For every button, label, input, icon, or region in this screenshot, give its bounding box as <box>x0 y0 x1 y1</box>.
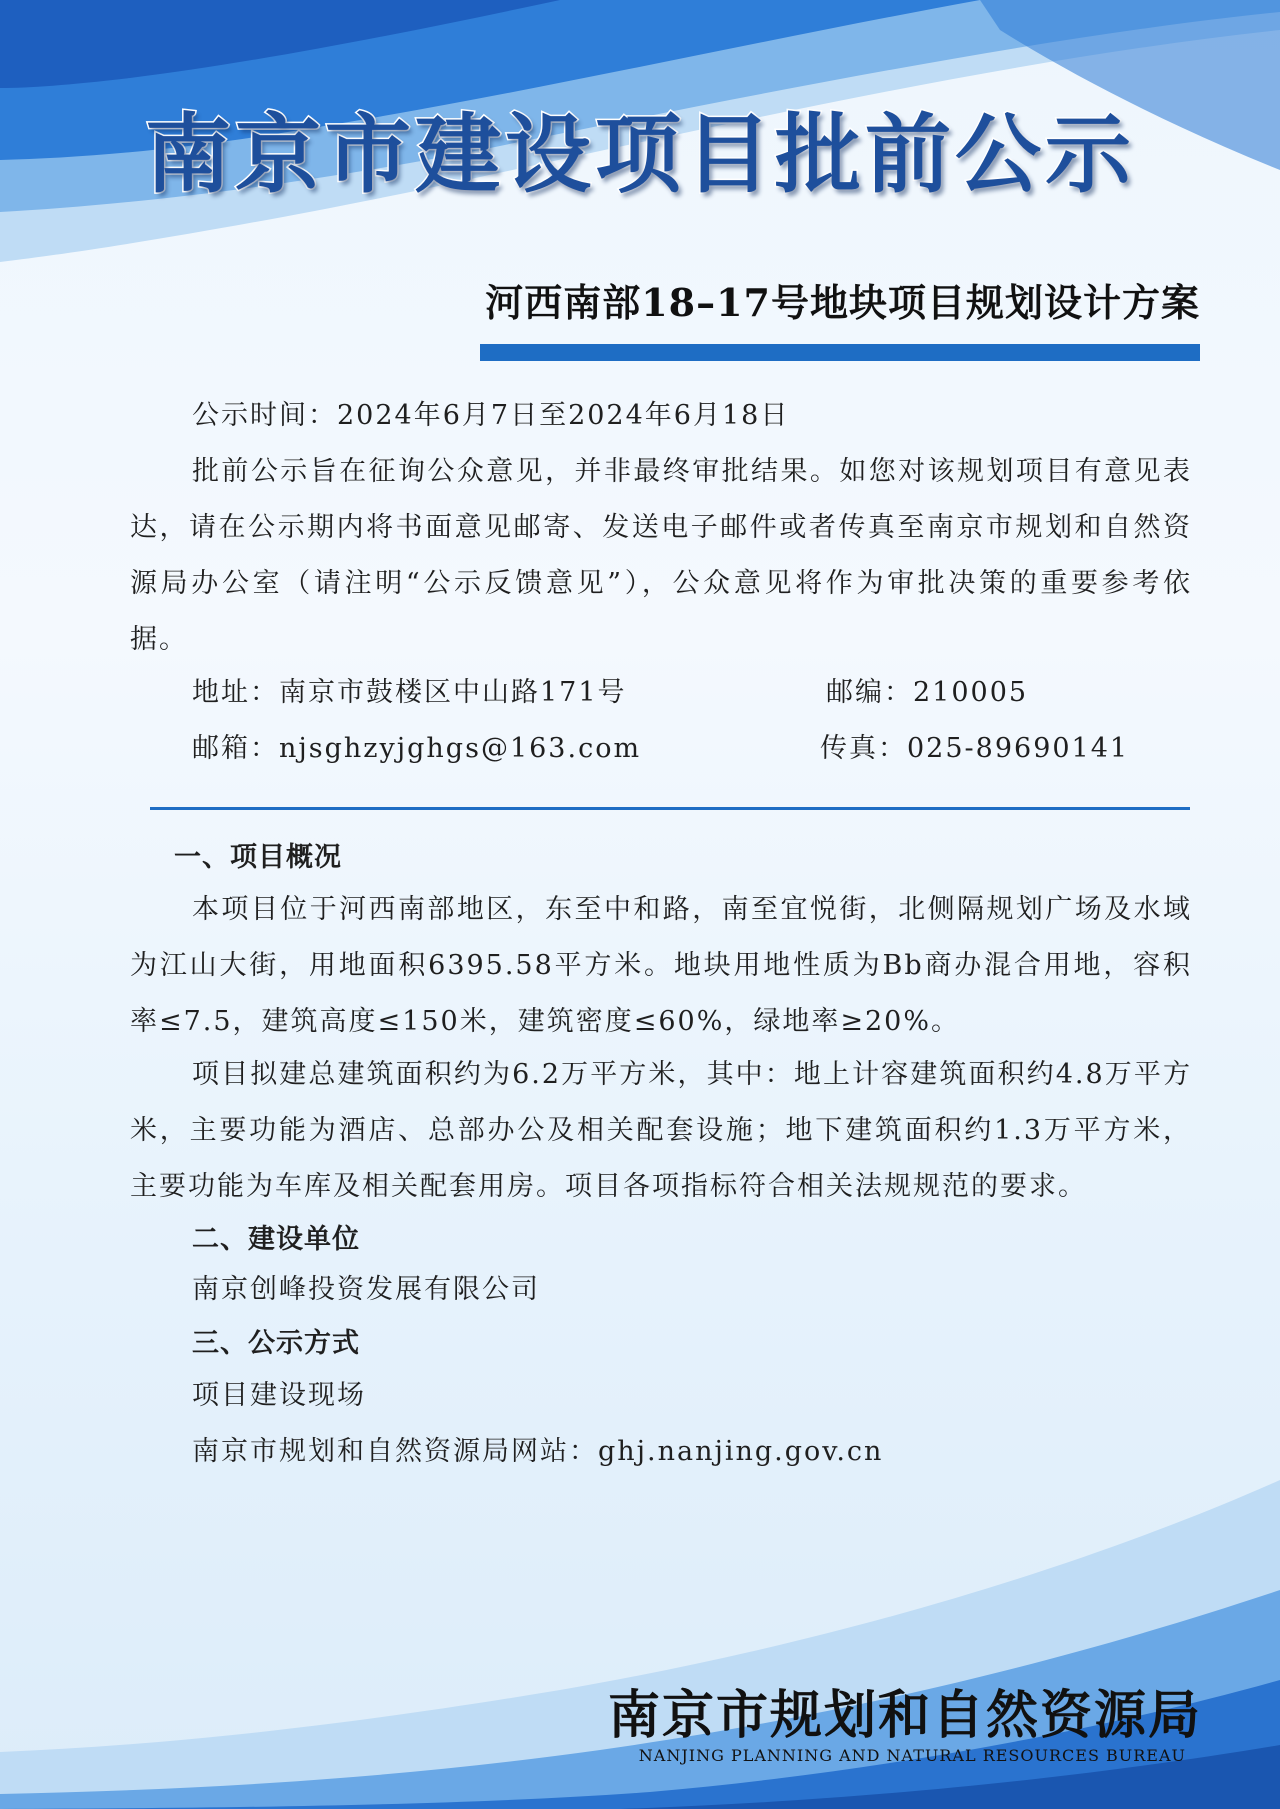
contact-email: 邮箱：njsghzyjghgs@163.com <box>192 733 642 764</box>
footer-org-name-en: NANJING PLANNING AND NATURAL RESOURCES BUREAU <box>638 1746 1186 1765</box>
section-divider <box>150 807 1190 810</box>
section-heading-builder: 二、建设单位 <box>192 1224 360 1255</box>
project-title: 河西南部18–17号地块项目规划设计方案 <box>485 280 1200 325</box>
contact-fax: 传真：025-89690141 <box>820 733 1130 764</box>
section-heading-overview: 一、项目概况 <box>174 842 342 873</box>
contact-postcode: 邮编：210005 <box>826 677 1029 708</box>
page-title: 南京市建设项目批前公示 <box>145 105 1135 205</box>
notice-period: 公示时间：2024年6月7日至2024年6月18日 <box>192 400 790 431</box>
method-item-website: 南京市规划和自然资源局网站：ghj.nanjing.gov.cn <box>192 1436 884 1467</box>
overview-paragraph-1: 本项目位于河西南部地区，东至中和路，南至宜悦街，北侧隔规划广场及水域为江山大街，用地面积6395.58平方米。地块用地性质为Bb商办混合用地，容积率≤7.5，建筑高度≤150米，建筑密度≤60%，绿地率≥20%。 <box>130 894 1192 1037</box>
overview-paragraph-2: 项目拟建总建筑面积约为6.2万平方米，其中：地上计容建筑面积约4.8万平方米，主要功能为酒店、总部办公及相关配套设施；地下建筑面积约1.3万平方米，主要功能为车库及相关配套用房。项目各项指标符合相关法规规范的要求。 <box>130 1059 1192 1202</box>
footer-org-name: 南京市规划和自然资源局 <box>607 1685 1202 1746</box>
builder-name: 南京创峰投资发展有限公司 <box>192 1274 540 1305</box>
title-underline-bar <box>480 344 1200 361</box>
method-item-site: 项目建设现场 <box>192 1380 366 1411</box>
notice-intro: 批前公示旨在征询公众意见，并非最终审批结果。如您对该规划项目有意见表达，请在公示期内将书面意见邮寄、发送电子邮件或者传真至南京市规划和自然资源局办公室（请注明“公示反馈意见”），公众意见将作为审批决策的重要参考依据。 <box>130 456 1192 655</box>
contact-address: 地址：南京市鼓楼区中山路171号 <box>192 677 627 708</box>
section-heading-method: 三、公示方式 <box>192 1328 360 1359</box>
